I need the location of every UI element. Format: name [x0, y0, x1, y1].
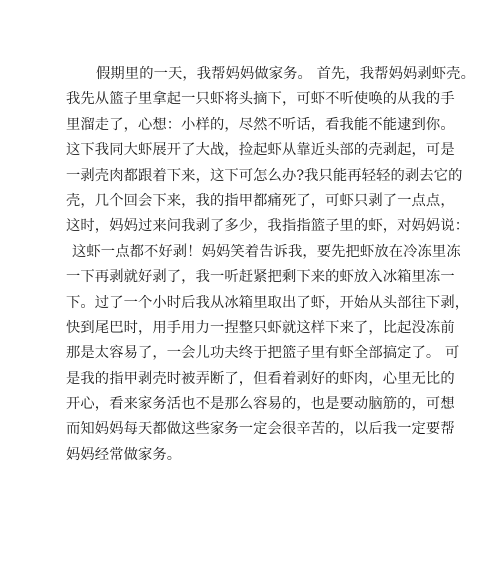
essay-line: 那是太容易了，一会儿功夫终于把篮子里有虾全部搞定了。 可 [66, 345, 460, 362]
essay-line: 这下我同大虾展开了大战，捡起虾从靠近头部的壳剥起，可是 [66, 142, 455, 159]
essay-line: 假期里的一天，我帮妈妈做家务。 首先，我帮妈妈剥虾壳。 [96, 66, 475, 82]
essay-line: 一剥壳肉都跟着下来，这下可怎么办?我只能再轻轻的剥去它的 [66, 167, 463, 184]
essay-line: 快到尾巴时，用手用力一捏整只虾就这样下来了，比起没冻前 [66, 319, 455, 336]
essay-line: 这时，妈妈过来问我剥了多少，我指指篮子里的虾，对妈妈说： [66, 218, 470, 235]
essay-line: 里溜走了，心想：小样的，尽然不听话，看我能不能逮到你。 [66, 116, 455, 133]
essay-line: 是我的指甲剥壳时被弄断了，但看着剥好的虾肉，心里无比的 [66, 370, 455, 387]
essay-line: 而知妈妈每天都做这些家务一定会很辛苦的，以后我一定要帮 [66, 421, 455, 438]
essay-line: 我先从篮子里拿起一只虾将头摘下，可虾不听使唤的从我的手 [66, 91, 455, 108]
essay-line: 这虾一点都不好剥！妈妈笑着告诉我，要先把虾放在冷冻里冻 [72, 243, 461, 260]
essay-line: 壳，几个回会下来，我的指甲都痛死了，可虾只剥了一点点， [66, 192, 455, 209]
essay-body [66, 62, 475, 468]
essay-line: 下。过了一个小时后我从冰箱里取出了虾，开始从头部往下剥， [66, 294, 470, 311]
essay-line: 一下再剥就好剥了，我一听赶紧把剩下来的虾放入冰箱里冻一 [66, 269, 455, 286]
essay-line: 妈妈经常做家务。 [66, 446, 182, 463]
essay-line: 开心，看来家务活也不是那么容易的，也是要动脑筋的，可想 [66, 396, 455, 413]
